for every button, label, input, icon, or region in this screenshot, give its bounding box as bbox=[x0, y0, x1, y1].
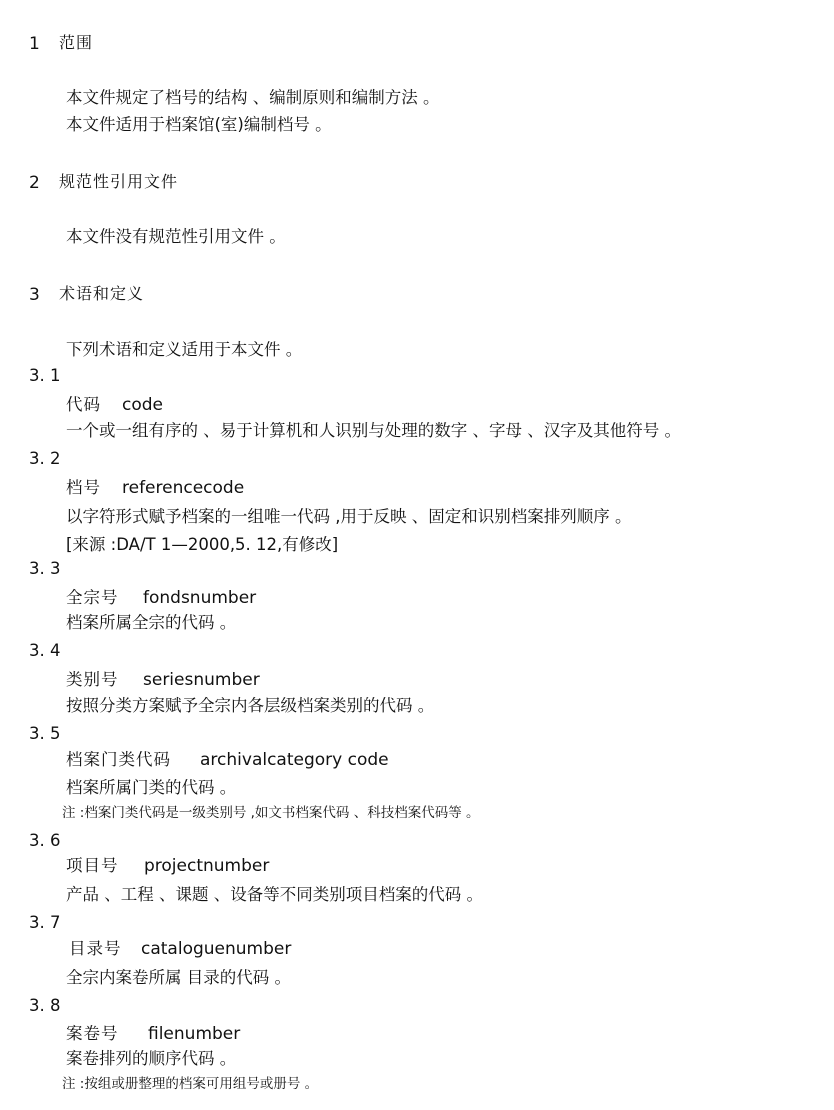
paragraph: 本文件规定了档号的结构 、编制原则和编制方法 。 bbox=[66, 88, 440, 107]
section-title: 规范性引用文件 bbox=[59, 172, 179, 191]
term-definition: 档案所属全宗的代码 。 bbox=[66, 613, 237, 632]
term-definition: 产品 、工程 、课题 、设备等不同类别项目档案的代码 。 bbox=[66, 885, 483, 904]
term-definition: 一个或一组有序的 、易于计算机和人识别与处理的数字 、字母 、汉字及其他符号 。 bbox=[66, 421, 681, 440]
term-note: 注 :档案门类代码是一级类别号 ,如文书档案代码 、科技档案代码等 。 bbox=[62, 805, 480, 821]
term-number: 3. 4 bbox=[29, 641, 61, 660]
term-definition: 以字符形式赋予档案的一组唯一代码 ,用于反映 、固定和识别档案排列顺序 。 bbox=[66, 507, 632, 526]
term-chinese: 档案门类代码 bbox=[66, 750, 171, 769]
term-number: 3. 2 bbox=[29, 449, 61, 468]
term-number: 3. 5 bbox=[29, 724, 61, 743]
term-source: [来源 :DA/T 1—2000,5. 12,有修改] bbox=[66, 535, 339, 554]
term-definition: 档案所属门类的代码 。 bbox=[66, 778, 237, 797]
term-chinese: 案卷号 bbox=[66, 1024, 119, 1043]
section-number: 1 bbox=[29, 34, 40, 54]
section-title: 术语和定义 bbox=[59, 284, 145, 303]
term-chinese: 目录号 bbox=[69, 939, 122, 958]
term-number: 3. 8 bbox=[29, 996, 61, 1015]
term-english: seriesnumber bbox=[143, 670, 260, 690]
term-chinese: 档号 bbox=[66, 478, 101, 497]
term-english: archivalcategory code bbox=[200, 750, 389, 770]
term-definition: 案卷排列的顺序代码 。 bbox=[66, 1049, 237, 1068]
term-chinese: 代码 bbox=[66, 395, 101, 414]
term-note: 注 :按组或册整理的档案可用组号或册号 。 bbox=[62, 1076, 319, 1092]
term-english: filenumber bbox=[148, 1024, 241, 1044]
section-title: 范围 bbox=[59, 33, 94, 52]
term-definition: 按照分类方案赋予全宗内各层级档案类别的代码 。 bbox=[66, 696, 435, 715]
term-chinese: 类别号 bbox=[66, 670, 119, 689]
section-number: 3 bbox=[29, 285, 40, 305]
term-english: projectnumber bbox=[144, 856, 270, 876]
term-number: 3. 7 bbox=[29, 913, 61, 932]
paragraph: 本文件适用于档案馆(室)编制档号 。 bbox=[66, 115, 332, 134]
section-number: 2 bbox=[29, 173, 40, 193]
paragraph: 本文件没有规范性引用文件 。 bbox=[66, 227, 286, 246]
term-english: referencecode bbox=[122, 478, 245, 498]
term-chinese: 项目号 bbox=[66, 856, 119, 875]
term-definition: 全宗内案卷所属 目录的代码 。 bbox=[66, 968, 291, 987]
term-number: 3. 1 bbox=[29, 366, 61, 385]
term-english: cataloguenumber bbox=[141, 939, 292, 959]
term-chinese: 全宗号 bbox=[66, 588, 119, 607]
term-number: 3. 3 bbox=[29, 559, 61, 578]
term-english: code bbox=[122, 395, 163, 415]
term-english: fondsnumber bbox=[143, 588, 257, 608]
term-number: 3. 6 bbox=[29, 831, 61, 850]
paragraph: 下列术语和定义适用于本文件 。 bbox=[66, 340, 303, 359]
